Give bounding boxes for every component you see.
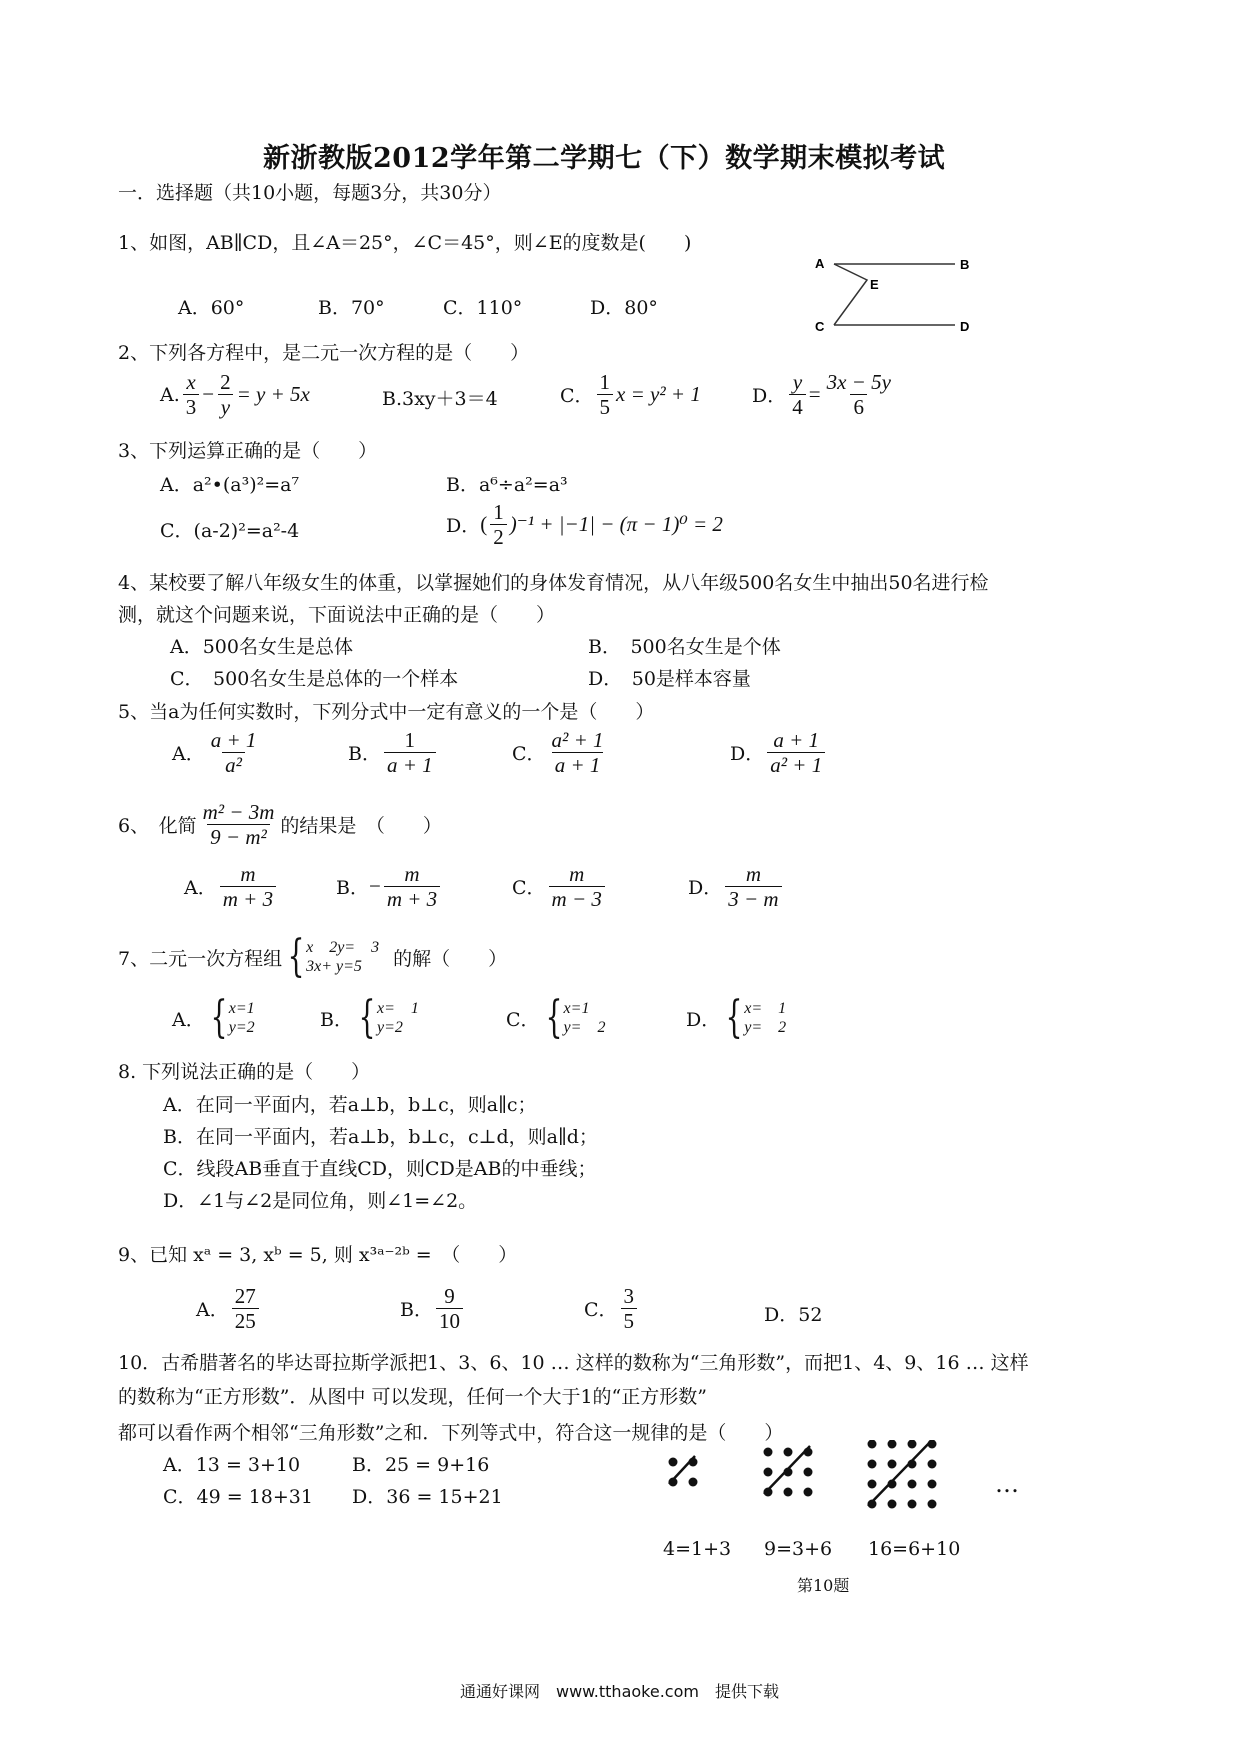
q10-option-d: D．36 = 15+21 — [352, 1486, 503, 1508]
dot — [689, 1478, 698, 1487]
fraction — [597, 370, 614, 419]
q6-stem — [118, 800, 442, 849]
q2-c-tail: x = y² + 1 — [616, 382, 701, 407]
q9-d-label: D． — [764, 1304, 799, 1326]
fraction — [767, 728, 825, 777]
footer-source: 通通好课网 www.tthaoke.com 提供下载 — [460, 1682, 779, 1701]
q7-c-row1: x=1 — [563, 999, 590, 1017]
q2-a-den1: 3 — [183, 394, 200, 419]
q7-d-row2: y= 2 — [744, 1019, 787, 1036]
q9-option-d — [764, 1300, 822, 1327]
q8-option-d: D．∠1与∠2是同位角，则∠1=∠2。 — [163, 1190, 478, 1212]
fraction — [621, 1284, 638, 1333]
q6-d-label: D． — [688, 877, 723, 900]
q3-d-label: D． — [446, 515, 481, 538]
brace-glyph: { — [545, 992, 562, 1043]
dot — [928, 1500, 937, 1509]
q5-d-label: D． — [730, 743, 765, 766]
q7-a-row2: y=2 — [228, 1019, 255, 1036]
q9-c-num: 3 — [623, 1284, 635, 1308]
q3-stem: 3、下列运算正确的是（ ） — [118, 440, 378, 462]
dot — [888, 1440, 897, 1449]
q9-stem: 9、已知 xᵃ = 3, xᵇ = 5, 则 x³ᵃ⁻²ᵇ = （ ） — [118, 1244, 518, 1266]
equation-system — [282, 931, 380, 982]
q7-sys-row2: 3x+ y=5 — [306, 958, 362, 975]
equation-system — [540, 992, 606, 1043]
q2-d-den1: 4 — [789, 394, 806, 419]
diagonal-split-line — [868, 1440, 934, 1506]
q6-d-num: m — [745, 862, 761, 886]
q2-d-label: D． — [752, 385, 787, 408]
q4-stem-line2: 测，就这个问题来说，下面说法中正确的是（ ） — [118, 604, 556, 626]
q3-option-a: A．a²•(a³)²=a⁷ — [160, 474, 300, 496]
q6-a-den: m + 3 — [220, 886, 276, 911]
q2-option-c — [560, 370, 701, 419]
q2-option-d — [752, 370, 897, 419]
q9-d-value: 52 — [798, 1304, 823, 1326]
q9-b-den: 10 — [436, 1308, 463, 1333]
dot — [764, 1468, 773, 1477]
q2-c-num: 1 — [599, 370, 611, 394]
fraction — [490, 500, 507, 549]
figure-caption-2: 9=3+6 — [764, 1538, 833, 1560]
q2-c-den: 5 — [597, 394, 614, 419]
q7-b-row1: x= 1 — [376, 999, 419, 1017]
q5-d-den: a² + 1 — [767, 752, 825, 777]
q2-option-a — [160, 370, 310, 419]
q2-option-b: B.3xy＋3＝4 — [382, 388, 498, 410]
q7-d-row1: x= 1 — [744, 999, 787, 1017]
q1-option-c: C．110° — [443, 297, 523, 319]
q10-option-c: C．49 = 18+31 — [163, 1486, 313, 1508]
q1-stem: 1、如图，AB∥CD，且∠A＝25°，∠C＝45°，则∠E的度数是( ) — [118, 232, 692, 254]
q4-stem-line1: 4、某校要了解八年级女生的体重，以掌握她们的身体发育情况，从八年级500名女生中抽出50名进行检 — [118, 572, 989, 594]
fraction — [183, 370, 200, 419]
q1-fig-label-e: E — [870, 277, 879, 292]
q7-stem — [118, 931, 508, 982]
dot — [868, 1480, 877, 1489]
q10-option-b: B．25 = 9+16 — [352, 1454, 490, 1476]
q9-a-den: 25 — [232, 1308, 259, 1333]
q6-suffix: 的结果是 （ ） — [280, 815, 442, 838]
q6-b-sign: − — [368, 874, 381, 899]
q2-a-label: A. — [160, 383, 180, 406]
q9-option-c — [584, 1284, 640, 1333]
q8-option-b: B．在同一平面内，若a⊥b，b⊥c，c⊥d，则a∥d； — [163, 1126, 598, 1148]
q6-den: 9 − m² — [207, 824, 270, 849]
q2-a-tail: = y + 5x — [236, 382, 310, 407]
q2-a-minus: − — [202, 382, 215, 407]
fraction — [725, 862, 781, 911]
q8-option-a: A．在同一平面内，若a⊥b，b⊥c，则a∥c； — [163, 1094, 537, 1116]
q7-a-row1: x=1 — [228, 999, 255, 1017]
figure-caption-3: 16=6+10 — [868, 1538, 961, 1560]
q5-a-label: A． — [172, 743, 205, 766]
q2-a-num2: 2 — [220, 370, 231, 394]
q6-prefix: 6、 化简 — [118, 815, 197, 838]
equation-system — [205, 992, 255, 1043]
q6-b-num: m — [404, 862, 420, 886]
q5-a-num: a + 1 — [210, 728, 257, 752]
q7-sys-row1: x 2y= 3 — [306, 938, 380, 956]
q1-fig-label-b: B — [960, 257, 970, 272]
q2-d-num1: y — [792, 370, 803, 394]
q10-stem-line3: 都可以看作两个相邻“三角形数”之和．下列等式中，符合这一规律的是（ ） — [118, 1422, 784, 1444]
dot — [908, 1480, 917, 1489]
dot — [888, 1460, 897, 1469]
q6-c-den: m − 3 — [549, 886, 605, 911]
brace-glyph: { — [358, 992, 376, 1043]
q6-num: m² − 3m — [202, 800, 275, 824]
q6-b-label: B． — [336, 877, 369, 900]
q9-option-a — [196, 1284, 262, 1333]
q5-b-label: B． — [348, 743, 381, 766]
equation-system — [353, 992, 419, 1043]
q1-option-b: B．70° — [318, 297, 385, 319]
dot — [804, 1488, 813, 1497]
q8-stem: 8. 下列说法正确的是（ ） — [118, 1061, 371, 1083]
fraction — [200, 800, 278, 849]
q6-a-label: A． — [184, 877, 217, 900]
q7-option-a — [172, 992, 255, 1043]
q9-option-b — [400, 1284, 466, 1333]
q3-d-den: 2 — [490, 524, 507, 549]
q1-fig-label-d: D — [960, 319, 970, 334]
dot — [764, 1448, 773, 1457]
q5-b-den: a + 1 — [384, 752, 436, 777]
q3-option-b: B．a⁶÷a²=a³ — [446, 474, 568, 496]
q10-option-a: A．13 = 3+10 — [163, 1454, 301, 1476]
q7-suffix: 的解（ ） — [393, 947, 508, 970]
fraction — [549, 862, 605, 911]
q7-option-b — [320, 992, 419, 1043]
q9-b-label: B． — [400, 1299, 433, 1322]
q3-d-open: ( — [480, 512, 488, 537]
q4-option-c: C． 500名女生是总体的一个样本 — [170, 668, 459, 690]
q7-c-row2: y= 2 — [563, 1019, 606, 1036]
q10-stem-line1: 10．古希腊著名的毕达哥拉斯学派把1、3、6、10 … 这样的数称为“三角形数”，而把1、4、9、16 … 这样 — [118, 1352, 1029, 1374]
q1-option-a: A．60° — [178, 297, 245, 319]
q7-d-label: D． — [686, 1008, 721, 1031]
q7-b-label: B． — [320, 1008, 353, 1031]
fraction — [232, 1284, 259, 1333]
q9-b-num: 9 — [444, 1284, 455, 1308]
dot — [868, 1440, 877, 1449]
figure-ellipsis: … — [995, 1470, 1019, 1498]
fraction — [217, 370, 234, 419]
q5-c-den: a + 1 — [552, 752, 604, 777]
fraction — [549, 728, 607, 777]
q7-option-c — [506, 992, 606, 1043]
q6-c-num: m — [569, 862, 585, 886]
q3-option-d — [446, 500, 723, 549]
q1-fig-label-a: A — [815, 256, 825, 271]
fraction — [208, 728, 260, 777]
dot — [928, 1480, 937, 1489]
q6-d-den: 3 − m — [725, 886, 781, 911]
q5-a-den: a² — [222, 752, 245, 777]
q5-option-d — [730, 728, 828, 777]
dot — [784, 1448, 793, 1457]
q6-b-den: m + 3 — [384, 886, 440, 911]
q5-option-c — [512, 728, 610, 777]
q5-c-num: a² + 1 — [551, 728, 604, 752]
q4-option-a: A．500名女生是总体 — [170, 636, 353, 658]
fraction — [384, 862, 440, 911]
q7-option-d — [686, 992, 787, 1043]
square-number-figure — [660, 1440, 960, 1540]
q8-option-c: C．线段AB垂直于直线CD，则CD是AB的中垂线； — [163, 1158, 597, 1180]
fraction — [220, 862, 276, 911]
section-heading: 一．选择题（共10小题，每题3分，共30分） — [118, 182, 502, 204]
page-title: 新浙教版2012学年第二学期七（下）数学期末模拟考试 — [263, 143, 946, 174]
q2-d-num2: 3x − 5y — [826, 370, 891, 394]
figure-caption: 第10题 — [797, 1576, 850, 1595]
q7-prefix: 7、二元一次方程组 — [118, 947, 283, 970]
q6-option-c — [512, 862, 608, 911]
q9-c-label: C． — [584, 1299, 618, 1322]
dot — [669, 1458, 678, 1467]
fraction — [384, 728, 436, 777]
q5-stem: 5、当a为任何实数时，下列分式中一定有意义的一个是（ ） — [118, 701, 655, 723]
q3-option-c: C．(a-2)²=a²-4 — [160, 520, 300, 542]
q3-d-tail: )⁻¹ + |−1| − (π − 1)⁰ = 2 — [509, 512, 723, 537]
dot — [908, 1440, 917, 1449]
q2-d-eq: = — [808, 382, 821, 407]
dot — [804, 1468, 813, 1477]
brace-glyph: { — [725, 992, 743, 1043]
fraction — [824, 370, 894, 419]
figure-caption-1: 4=1+3 — [663, 1538, 732, 1560]
fraction — [789, 370, 806, 419]
q6-a-num: m — [240, 862, 256, 886]
fraction — [436, 1284, 463, 1333]
dot — [928, 1460, 937, 1469]
q5-option-b — [348, 728, 439, 777]
q2-a-num1: x — [186, 370, 196, 394]
q6-c-label: C． — [512, 877, 546, 900]
dot — [784, 1488, 793, 1497]
q3-d-num: 1 — [493, 500, 504, 524]
brace-glyph: { — [287, 931, 305, 982]
q1-figure — [815, 250, 985, 340]
q6-option-b — [336, 862, 443, 911]
q4-option-d: D． 50是样本容量 — [588, 668, 751, 690]
q5-d-num: a + 1 — [773, 728, 820, 752]
equation-system — [720, 992, 787, 1043]
q7-c-label: C． — [506, 1008, 540, 1031]
q7-b-row2: y=2 — [376, 1019, 403, 1036]
q5-c-label: C． — [512, 743, 546, 766]
q2-d-den2: 6 — [850, 394, 867, 419]
q9-c-den: 5 — [621, 1308, 638, 1333]
q4-option-b: B． 500名女生是个体 — [588, 636, 781, 658]
q5-b-num: 1 — [404, 728, 416, 752]
q7-a-label: A． — [172, 1008, 205, 1031]
q9-a-num: 27 — [234, 1284, 256, 1308]
q1-option-d: D．80° — [590, 297, 658, 319]
q5-option-a — [172, 728, 262, 777]
dot — [888, 1500, 897, 1509]
brace-glyph: { — [210, 992, 228, 1043]
q2-stem: 2、下列各方程中，是二元一次方程的是（ ） — [118, 342, 530, 364]
q6-option-a — [184, 862, 279, 911]
q10-stem-line2: 的数称为“正方形数”．从图中 可以发现，任何一个大于1的“正方形数” — [118, 1386, 707, 1408]
q2-a-den2: y — [218, 394, 233, 419]
q9-a-label: A． — [196, 1299, 229, 1322]
dot — [868, 1460, 877, 1469]
q6-option-d — [688, 862, 785, 911]
q2-c-label: C． — [560, 385, 594, 408]
q1-fig-label-c: C — [815, 319, 825, 334]
dot — [908, 1500, 917, 1509]
